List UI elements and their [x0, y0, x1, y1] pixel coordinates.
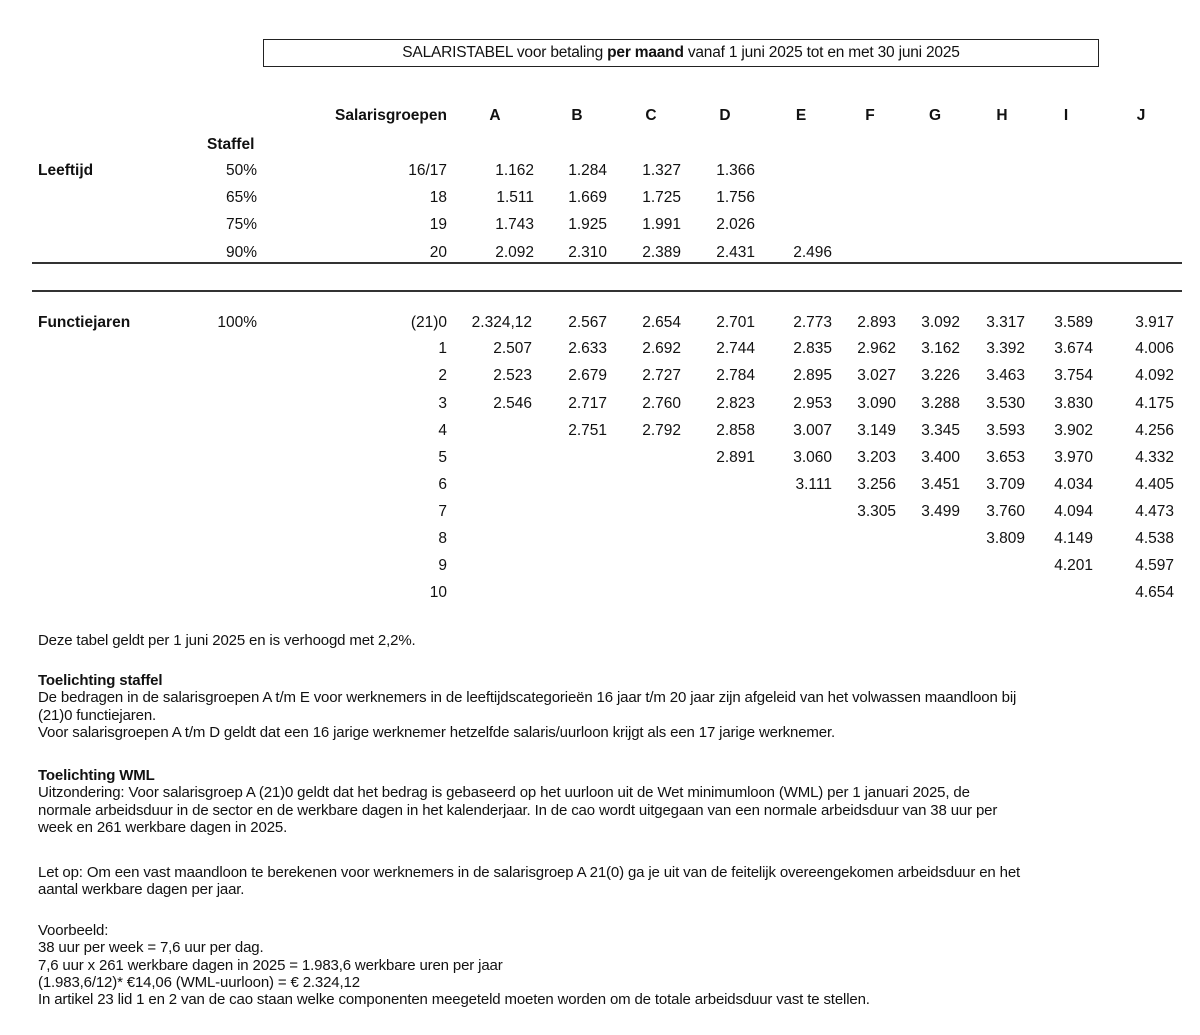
salary-cell-h: 3.809 [986, 530, 1025, 547]
age-value: 19 [429, 216, 447, 233]
staffel-line: Voor salarisgroepen A t/m D geldt dat een 16 jarige werknemer hetzelfde salaris/uurloon krijgt als een 17 jarige werknemer. [38, 723, 835, 741]
salary-cell-b: 2.751 [568, 422, 607, 439]
function-year: 9 [438, 557, 447, 574]
salary-cell-g: 3.288 [921, 395, 960, 412]
salary-cell-i: 4.094 [1054, 503, 1093, 520]
leeftijd-row [0, 189, 1200, 209]
salary-cell-b: 2.717 [568, 395, 607, 412]
salary-cell-c: 1.991 [642, 216, 681, 233]
salary-cell-f: 3.203 [857, 449, 896, 466]
salary-cell-e: 2.895 [793, 367, 832, 384]
salary-cell-h: 3.463 [986, 367, 1025, 384]
salary-cell-j: 3.917 [1135, 314, 1174, 331]
table-title [263, 39, 1099, 67]
function-year: 10 [429, 584, 447, 601]
functiejaren-row [0, 530, 1200, 550]
salary-cell-h: 3.530 [986, 395, 1025, 412]
salary-cell-f: 2.962 [857, 340, 896, 357]
example-line: 38 uur per week = 7,6 uur per dag. [38, 939, 264, 957]
salary-cell-d: 2.823 [716, 395, 755, 412]
salary-cell-a: 2.324,12 [471, 314, 532, 331]
example-line: Voorbeeld: [38, 922, 109, 939]
functiejaren-row [0, 367, 1200, 387]
salary-cell-g: 3.451 [921, 476, 960, 493]
function-year: 6 [438, 476, 447, 493]
staffel-percentage: 90% [225, 244, 257, 261]
salary-cell-j: 4.538 [1135, 530, 1174, 547]
title-suffix: vanaf 1 juni 2025 tot en met 30 juni 2025 [683, 44, 960, 61]
salary-cell-a: 2.546 [493, 395, 532, 412]
functiejaren-row [0, 557, 1200, 577]
salary-cell-i: 3.970 [1054, 449, 1093, 466]
age-value: 16/17 [408, 162, 447, 179]
salary-cell-i: 4.201 [1054, 557, 1093, 574]
staffel-line: De bedragen in de salarisgroepen A t/m E voor werknemers in de leeftijdscategorieën 16 jaar t/m 20 jaar zijn afgeleid van het volwassen maandloon bij [38, 689, 1017, 707]
salary-cell-j: 4.256 [1135, 422, 1174, 439]
salary-cell-e: 2.773 [793, 314, 832, 331]
salary-cell-h: 3.760 [986, 503, 1025, 520]
salary-cell-e: 2.496 [793, 244, 832, 261]
salary-cell-a: 2.523 [493, 367, 532, 384]
staffel-explanation-title: Toelichting staffel [38, 672, 163, 689]
salarisgroepen-label: Salarisgroepen [335, 107, 447, 124]
salary-cell-c: 1.725 [642, 189, 681, 206]
salary-cell-g: 3.400 [921, 449, 960, 466]
example-line: (1.983,6/12)* €14,06 (WML-uurloon) = € 2.324,12 [38, 973, 360, 991]
salary-cell-j: 4.092 [1135, 367, 1174, 384]
salary-cell-b: 1.284 [568, 162, 607, 179]
age-value: 20 [429, 244, 447, 261]
salary-cell-a: 1.743 [495, 216, 534, 233]
salary-cell-b: 1.925 [568, 216, 607, 233]
age-value: 18 [429, 189, 447, 206]
staffel-line: (21)0 functiejaren. [38, 706, 157, 724]
divider-bottom [32, 290, 1182, 292]
group-header-g: G [928, 107, 942, 124]
salary-cell-d: 2.744 [716, 340, 755, 357]
salary-cell-i: 3.902 [1054, 422, 1093, 439]
divider-top [32, 262, 1182, 264]
function-year: 3 [438, 395, 447, 412]
functiejaren-row [0, 340, 1200, 360]
salary-cell-g: 3.499 [921, 503, 960, 520]
salary-cell-g: 3.162 [921, 340, 960, 357]
salary-cell-j: 4.332 [1135, 449, 1174, 466]
group-header-a: A [489, 107, 501, 124]
wml-line: week en 261 werkbare dagen in 2025. [38, 818, 288, 836]
salary-cell-j: 4.473 [1135, 503, 1174, 520]
group-header-i: I [1063, 107, 1069, 124]
salary-cell-e: 3.060 [793, 449, 832, 466]
salary-cell-b: 2.633 [568, 340, 607, 357]
salary-cell-c: 2.654 [642, 314, 681, 331]
salary-cell-i: 3.674 [1054, 340, 1093, 357]
salary-cell-d: 2.431 [716, 244, 755, 261]
wml-explanation-title: Toelichting WML [38, 767, 155, 784]
staffel-explanation [38, 672, 1188, 741]
salary-cell-j: 4.006 [1135, 340, 1174, 357]
wml-line: normale arbeidsduur in de sector en de werkbare dagen in het kalenderjaar. In de cao wordt uitgegaan van een normale arbeidsduur van 38 uur per [38, 801, 998, 819]
salary-cell-j: 4.405 [1135, 476, 1174, 493]
functiejaren-staffel: 100% [217, 314, 257, 331]
salary-cell-c: 2.792 [642, 422, 681, 439]
salary-cell-h: 3.593 [986, 422, 1025, 439]
salary-cell-d: 2.701 [716, 314, 755, 331]
letop-line: Let op: Om een vast maandloon te berekenen voor werknemers in de salarisgroep A 21(0) ga je uit van de feitelijk overeengekomen arbeidsduur en het [38, 864, 1021, 881]
salary-cell-d: 2.858 [716, 422, 755, 439]
wml-explanation [38, 767, 1188, 836]
functiejaren-row [0, 476, 1200, 496]
group-header-j: J [1136, 107, 1146, 124]
group-header-d: D [719, 107, 731, 124]
salary-cell-e: 2.835 [793, 340, 832, 357]
leeftijd-row [0, 216, 1200, 236]
salary-cell-c: 1.327 [642, 162, 681, 179]
salary-cell-g: 3.226 [921, 367, 960, 384]
salary-cell-i: 3.589 [1054, 314, 1093, 331]
letop-line: aantal werkbare dagen per jaar. [38, 881, 245, 899]
functiejaren-row [0, 395, 1200, 415]
example-line: In artikel 23 lid 1 en 2 van de cao staan welke componenten meegeteld moeten worden om de totale arbeidsduur vast te stellen. [38, 991, 870, 1009]
staffel-percentage: 50% [225, 162, 257, 179]
group-header-h: H [996, 107, 1008, 124]
function-year: 1 [438, 340, 447, 357]
salary-cell-d: 2.026 [716, 216, 755, 233]
group-header-c: C [645, 107, 657, 124]
leeftijd-label: Leeftijd [38, 162, 94, 179]
salary-cell-f: 3.149 [857, 422, 896, 439]
salary-cell-g: 3.345 [921, 422, 960, 439]
staffel-percentage: 65% [225, 189, 257, 206]
letop-note [38, 864, 1188, 899]
function-year: 8 [438, 530, 447, 547]
salary-cell-c: 2.692 [642, 340, 681, 357]
validity-note [38, 632, 1188, 649]
salary-cell-h: 3.709 [986, 476, 1025, 493]
salary-cell-j: 4.175 [1135, 395, 1174, 412]
functiejaren-label: Functiejaren [38, 314, 131, 331]
salary-cell-i: 4.149 [1054, 530, 1093, 547]
salary-cell-c: 2.760 [642, 395, 681, 412]
validity-text: Deze tabel geldt per 1 juni 2025 en is verhoogd met 2,2%. [38, 632, 416, 649]
functiejaren-row [0, 422, 1200, 442]
salary-cell-f: 2.893 [857, 314, 896, 331]
salary-cell-h: 3.653 [986, 449, 1025, 466]
salary-cell-d: 2.784 [716, 367, 755, 384]
salary-cell-a: 2.092 [495, 244, 534, 261]
salary-cell-j: 4.597 [1135, 557, 1174, 574]
function-year: (21)0 [410, 314, 447, 331]
group-header-f: F [865, 107, 875, 124]
salary-cell-a: 1.162 [495, 162, 534, 179]
function-year: 7 [438, 503, 447, 520]
group-header-b: B [571, 107, 583, 124]
function-year: 5 [438, 449, 447, 466]
salary-cell-b: 2.567 [568, 314, 607, 331]
salary-cell-e: 2.953 [793, 395, 832, 412]
salary-cell-f: 3.256 [857, 476, 896, 493]
salary-cell-d: 2.891 [716, 449, 755, 466]
title-prefix: SALARISTABEL voor betaling [402, 44, 608, 61]
group-header-row [0, 107, 1200, 127]
wml-line: Uitzondering: Voor salarisgroep A (21)0 geldt dat het bedrag is gebaseerd op het uurloon uit de Wet minimumloon (WML) per 1 januari 2025, de [38, 784, 970, 802]
example-line: 7,6 uur x 261 werkbare dagen in 2025 = 1.983,6 werkbare uren per jaar [38, 956, 503, 974]
leeftijd-row [0, 244, 1200, 264]
salary-cell-d: 1.756 [716, 189, 755, 206]
salary-cell-h: 3.392 [986, 340, 1025, 357]
staffel-percentage: 75% [225, 216, 257, 233]
function-year: 2 [438, 367, 447, 384]
functiejaren-row [0, 314, 1200, 334]
salary-cell-c: 2.389 [642, 244, 681, 261]
salary-cell-e: 3.007 [793, 422, 832, 439]
salary-cell-g: 3.092 [921, 314, 960, 331]
salary-cell-b: 2.310 [568, 244, 607, 261]
staffel-label: Staffel [207, 136, 255, 153]
salary-cell-h: 3.317 [986, 314, 1025, 331]
title-bold: per maand [607, 44, 684, 61]
salary-cell-c: 2.727 [642, 367, 681, 384]
salary-cell-a: 2.507 [493, 340, 532, 357]
salary-cell-b: 2.679 [568, 367, 607, 384]
group-header-e: E [795, 107, 807, 124]
salary-cell-b: 1.669 [568, 189, 607, 206]
salary-cell-j: 4.654 [1135, 584, 1174, 601]
salary-cell-d: 1.366 [716, 162, 755, 179]
functiejaren-row [0, 503, 1200, 523]
salary-cell-f: 3.090 [857, 395, 896, 412]
salary-cell-i: 3.830 [1054, 395, 1093, 412]
function-year: 4 [438, 422, 447, 439]
example-block [38, 922, 1188, 1008]
salary-cell-f: 3.027 [857, 367, 896, 384]
staffel-header-row [0, 136, 1200, 156]
functiejaren-row [0, 449, 1200, 469]
salary-cell-i: 4.034 [1054, 476, 1093, 493]
leeftijd-row [0, 162, 1200, 182]
functiejaren-row [0, 584, 1200, 604]
salary-cell-f: 3.305 [857, 503, 896, 520]
salary-cell-e: 3.111 [795, 476, 832, 493]
salary-cell-a: 1.511 [496, 189, 534, 206]
salary-cell-i: 3.754 [1054, 367, 1093, 384]
